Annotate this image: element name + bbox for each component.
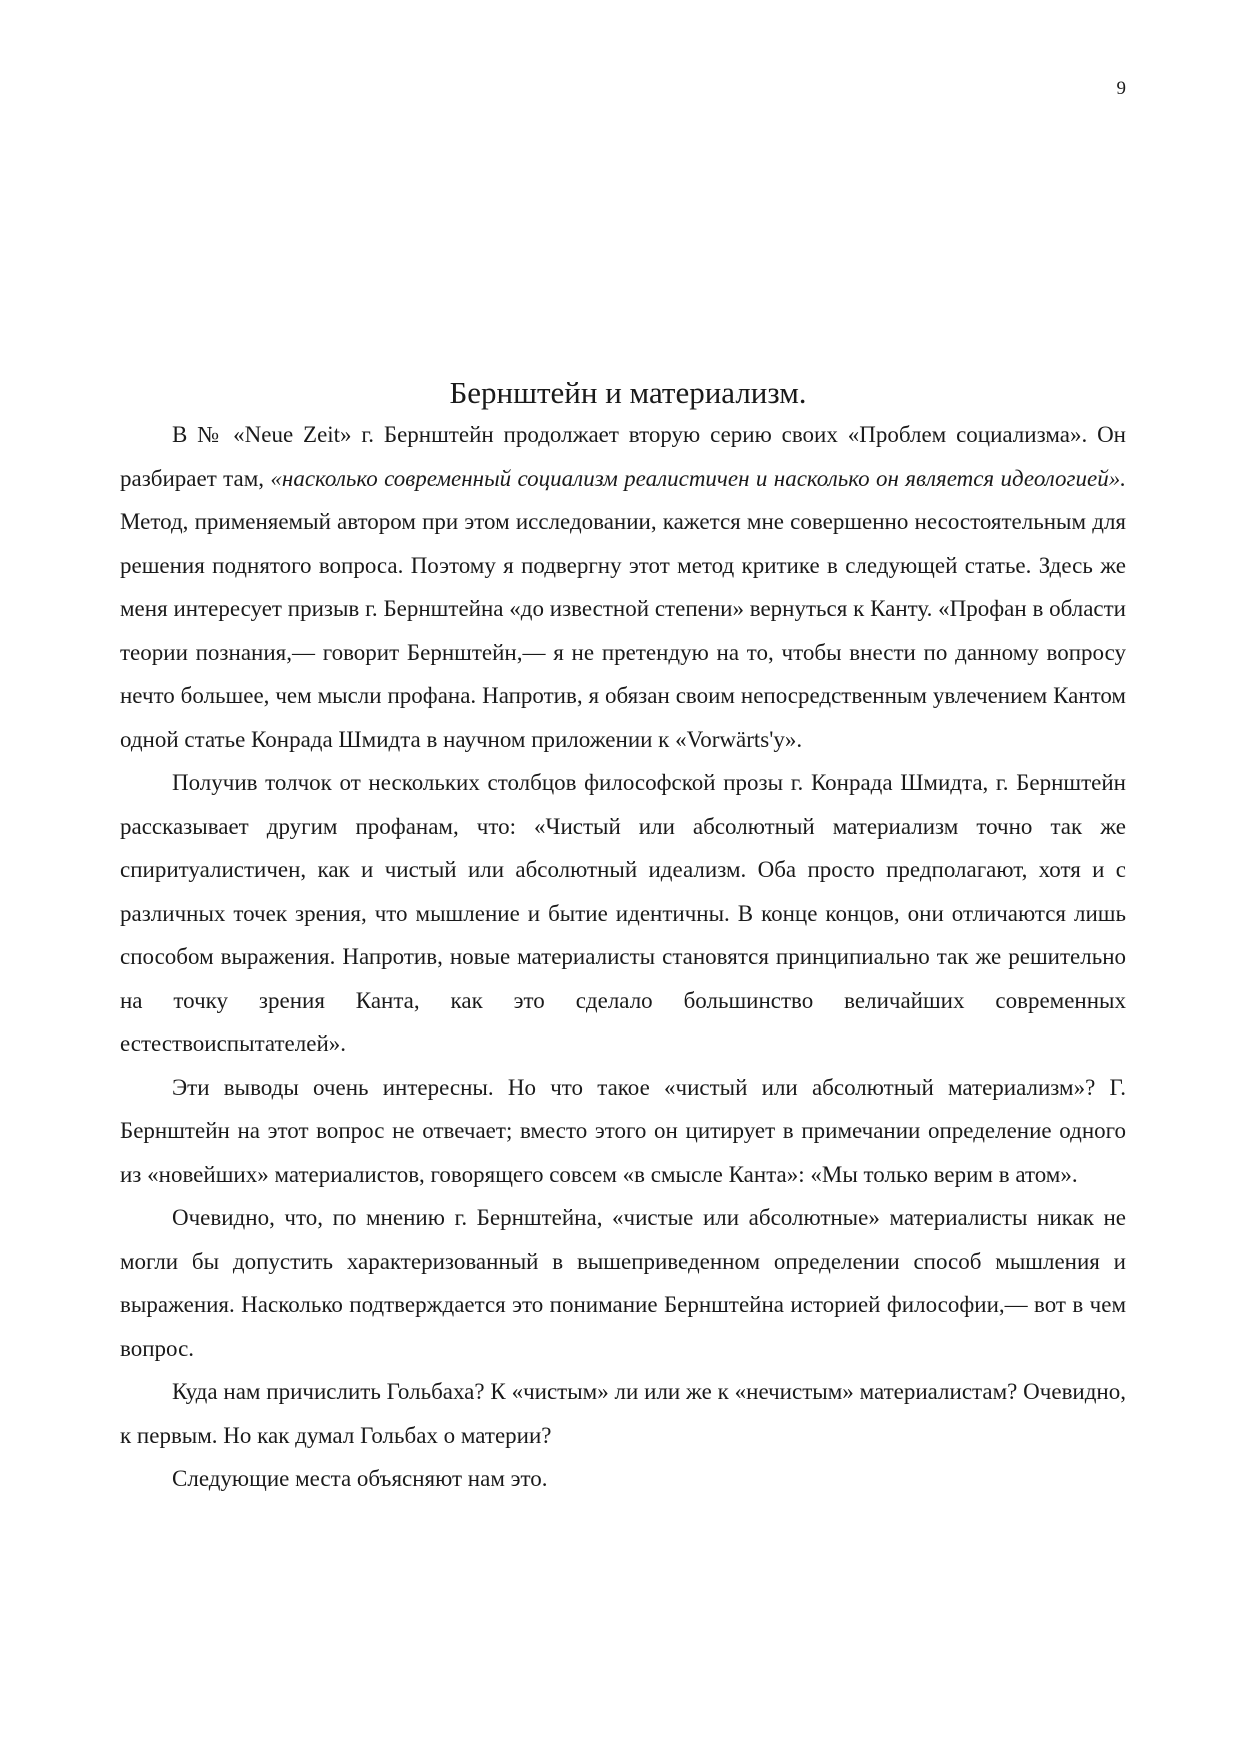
paragraph-2: Получив толчок от нескольких столбцов философской прозы г. Конрада Шмидта, г. Бернштейн рассказывает другим профанам, что: «Чистый или абсолютный материализм точно так же спиритуалистичен, как и чистый или абсолютный идеализм. Оба просто предполагают, хотя и с различных точек зрения, что мышление и бытие идентичны. В конце концов, они отличаются лишь способом выражения. Напротив, новые материалисты становятся принципиально так же решительно на точку зрения Канта, как это сделало большинство величайших современных естествоиспытателей». (120, 770, 1126, 1056)
paragraph-3: Эти выводы очень интересны. Но что такое «чистый или абсолютный материализм»? Г. Бернштейн на этот вопрос не отвечает; вместо этого он цитирует в примечании определение одного из «новейших» материалистов, говорящего совсем «в смысле Канта»: «Мы только верим в атом». (120, 1074, 1126, 1187)
paragraph-1 (120, 413, 1126, 761)
page-number: 9 (1116, 78, 1126, 99)
paragraph-4: Очевидно, что, по мнению г. Бернштейна, «чистые или абсолютные» материалисты никак не могли бы допустить характеризованный в вышеприведенном определении способ мышления и выражения. Насколько подтверждается это понимание Бернштейна историей философии,— вот в чем вопрос. (120, 1205, 1126, 1361)
paragraph-1-text: В № «Neue Zeit» г. Бернштейн продолжает вторую серию своих «Проблем социализма». Он разбирает там, (120, 422, 1126, 491)
paragraph-5: Куда нам причислить Гольбаха? К «чистым» ли или же к «нечистым» материалистам? Очевидно, к первым. Но как думал Гольбах о материи? (120, 1379, 1126, 1448)
document-body (120, 373, 1126, 1501)
paragraph-1-italic-quote: «насколько современный социализм реалистичен и насколько он является идеологией». (270, 465, 1126, 491)
paragraph-6: Следующие места объясняют нам это. (172, 1466, 548, 1491)
chapter-title: Бернштейн и материализм. (449, 375, 807, 410)
paragraph-1-text-cont: Метод, применяемый автором при этом исследовании, кажется мне совершенно несостоятельным для решения поднятого вопроса. Поэтому я подвергну этот метод критике в следующей статье. Здесь же меня интересует призыв г. Бернштейна «до известной степени» вернуться к Канту. «Профан в области теории познания,— говорит Бернштейн,— я не претендую на то, чтобы внести по данному вопросу нечто большее, чем мысли профана. Напротив, я обязан своим непосредственным увлечением Кантом одной статье Конрада Шмидта в научном приложении к «Vorwärts'y». (120, 509, 1126, 752)
